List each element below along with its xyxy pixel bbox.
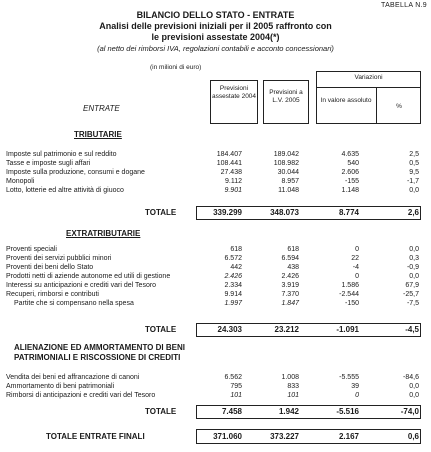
cell-v3: 39 xyxy=(351,383,359,390)
grand-total-v4: 0,6 xyxy=(407,432,419,441)
cell-v3: -5.555 xyxy=(339,374,359,381)
cell-v3: 540 xyxy=(347,160,359,167)
cell-v2: 7.370 xyxy=(281,291,299,298)
table-number: TABELLA N.9 xyxy=(381,2,427,9)
cell-v3: -155 xyxy=(344,178,359,185)
total-v4: -4,5 xyxy=(405,325,419,334)
cell-v2: 30.044 xyxy=(277,169,299,176)
title-line-3: le previsioni assestate 2004(*) xyxy=(151,32,280,42)
cell-v4: -1,7 xyxy=(406,178,419,185)
table-row-label: Partite che si compensano nella spesa xyxy=(14,300,134,307)
section-extratributarie: EXTRATRIBUTARIE xyxy=(66,229,141,238)
cell-v2: 6.594 xyxy=(281,255,299,262)
cell-v3: 1.148 xyxy=(341,187,359,194)
table-row-label: Tasse e imposte sugli affari xyxy=(6,160,91,167)
cell-v1: 9.901 xyxy=(224,187,242,194)
total-v4: -74,0 xyxy=(400,407,419,416)
divider xyxy=(316,87,421,88)
cell-v3: -150 xyxy=(344,300,359,307)
cell-v4: 0,5 xyxy=(409,160,419,167)
cell-v4: 0,0 xyxy=(409,273,419,280)
total-label: TOTALE xyxy=(145,208,177,217)
table-row-label: Interessi su anticipazioni e crediti vari del Tesoro xyxy=(6,282,157,289)
total-label: TOTALE xyxy=(145,325,177,334)
section-alienazione-line-2: PATRIMONIALI E RISCOSSIONE DI CREDITI xyxy=(14,353,181,362)
cell-v1: 6.562 xyxy=(224,374,242,381)
total-v3: -5.516 xyxy=(336,407,359,416)
cell-v3: 4.635 xyxy=(341,151,359,158)
total-v1: 7.458 xyxy=(221,407,242,416)
cell-v4: -25,7 xyxy=(403,291,419,298)
cell-v2: 2.426 xyxy=(281,273,299,280)
cell-v3: 1.586 xyxy=(341,282,359,289)
cell-v4: 67,9 xyxy=(405,282,419,289)
header-variazioni: Variazioni xyxy=(354,74,383,81)
cell-v1: 9.112 xyxy=(225,178,242,185)
cell-v1: 6.572 xyxy=(224,255,242,262)
header-col-valore: In valore assoluto xyxy=(320,97,372,104)
section-tributarie: TRIBUTARIE xyxy=(74,130,122,139)
cell-v1: 795 xyxy=(230,383,242,390)
cell-v4: 0,0 xyxy=(409,383,419,390)
total-v4: 2,6 xyxy=(407,208,419,217)
cell-v1: 2.426 xyxy=(224,273,242,280)
cell-v2: 189.042 xyxy=(273,151,299,158)
table-row-label: Recuperi, rimborsi e contributi xyxy=(6,291,99,298)
total-v1: 24.303 xyxy=(217,325,242,334)
cell-v1: 27.438 xyxy=(220,169,242,176)
total-v1: 339.299 xyxy=(213,208,242,217)
header-col-2005: Previsioni a L.V. 2005 xyxy=(263,80,309,124)
cell-v3: -4 xyxy=(352,264,359,271)
cell-v1: 2.334 xyxy=(224,282,242,289)
table-row-label: Proventi speciali xyxy=(6,246,57,253)
cell-v3: 0 xyxy=(355,392,359,399)
cell-v4: 0,0 xyxy=(409,246,419,253)
header-col-percent: % xyxy=(396,103,402,110)
cell-v3: 22 xyxy=(351,255,359,262)
cell-v1: 184.407 xyxy=(216,151,242,158)
table-row-label: Ammortamento di beni patrimoniali xyxy=(6,383,115,390)
total-label: TOTALE xyxy=(145,407,177,416)
cell-v2: 101 xyxy=(287,392,299,399)
cell-v2: 11.048 xyxy=(278,187,299,194)
cell-v2: 618 xyxy=(287,246,299,253)
cell-v1: 101 xyxy=(230,392,242,399)
table-row-label: Proventi dei beni dello Stato xyxy=(6,264,94,271)
total-v2: 348.073 xyxy=(270,208,299,217)
cell-v4: 0,3 xyxy=(409,255,419,262)
cell-v4: -0,9 xyxy=(406,264,419,271)
cell-v1: 108.441 xyxy=(216,160,242,167)
cell-v4: -7,5 xyxy=(406,300,419,307)
cell-v1: 442 xyxy=(230,264,242,271)
grand-total-v2: 373.227 xyxy=(270,432,299,441)
table-row-label: Proventi dei servizi pubblici minori xyxy=(6,255,112,262)
unit-note: (in milioni di euro) xyxy=(150,64,202,71)
table-row-label: Lotto, lotterie ed altre attività di giuoco xyxy=(6,187,124,194)
grand-total-v1: 371.060 xyxy=(213,432,242,441)
table-row-label: Monopoli xyxy=(6,178,35,185)
cell-v4: 0,0 xyxy=(409,187,419,194)
cell-v2: 8.957 xyxy=(281,178,299,185)
table-row-label: Prodotti netti di aziende autonome ed utili di gestione xyxy=(6,273,171,280)
total-v3: 8.774 xyxy=(338,208,359,217)
grand-total-label: TOTALE ENTRATE FINALI xyxy=(46,432,145,441)
cell-v2: 438 xyxy=(287,264,299,271)
cell-v3: 2.606 xyxy=(341,169,359,176)
cell-v4: -84,6 xyxy=(403,374,419,381)
cell-v1: 1.997 xyxy=(224,300,242,307)
header-col-2004: Previsioni assestate 2004 xyxy=(210,80,258,124)
total-v2: 23.212 xyxy=(274,325,299,334)
cell-v2: 1.008 xyxy=(281,374,299,381)
cell-v2: 3.919 xyxy=(281,282,299,289)
cell-v2: 1.847 xyxy=(281,300,299,307)
table-row-label: Vendita dei beni ed affrancazione di canoni xyxy=(6,374,140,381)
cell-v1: 618 xyxy=(230,246,242,253)
cell-v3: 0 xyxy=(355,273,359,280)
cell-v2: 833 xyxy=(287,383,299,390)
grand-total-v3: 2.167 xyxy=(338,432,359,441)
title-note: (al netto dei rimborsi IVA, regolazioni contabili e acconto concessionari) xyxy=(97,44,334,53)
section-alienazione-line-1: ALIENAZIONE ED AMMORTAMENTO DI BENI xyxy=(14,343,185,352)
total-v2: 1.942 xyxy=(278,407,299,416)
cell-v3: 0 xyxy=(355,246,359,253)
cell-v4: 9,5 xyxy=(409,169,419,176)
table-row-label: Imposte sulla produzione, consumi e dogane xyxy=(6,169,145,176)
table-row-label: Rimborsi di anticipazioni e crediti vari del Tesoro xyxy=(6,392,156,399)
header-entrate: ENTRATE xyxy=(83,104,120,113)
cell-v4: 2,5 xyxy=(409,151,419,158)
cell-v1: 9.914 xyxy=(224,291,242,298)
title-line-2: Analisi delle previsioni iniziali per il 2005 raffronto con xyxy=(99,21,332,31)
cell-v3: -2.544 xyxy=(339,291,359,298)
title-line-1: BILANCIO DELLO STATO - ENTRATE xyxy=(136,10,295,20)
cell-v2: 108.982 xyxy=(273,160,299,167)
table-row-label: Imposte sul patrimonio e sul reddito xyxy=(6,151,117,158)
total-v3: -1.091 xyxy=(336,325,359,334)
cell-v4: 0,0 xyxy=(409,392,419,399)
